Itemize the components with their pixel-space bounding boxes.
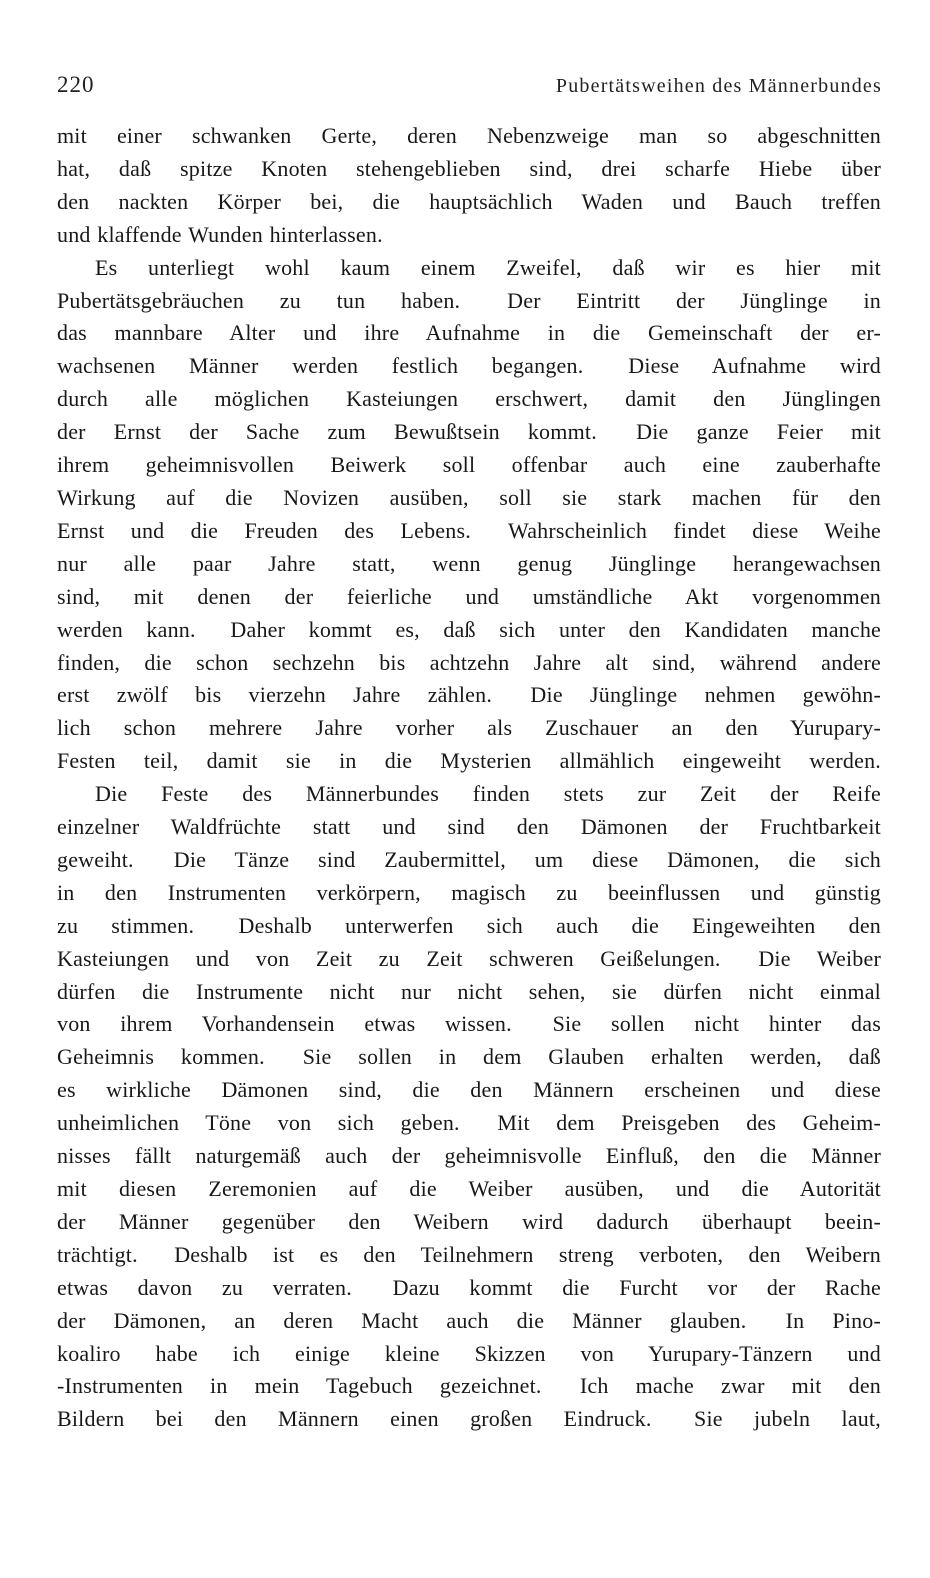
text-line: -Instrumenten in mein Tagebuch gezeichnet. Ich mache zwar mit den <box>57 1373 881 1399</box>
text-line: Wirkung auf die Novizen ausüben, soll sie stark machen für den <box>57 484 881 510</box>
text-line: und klaffende Wunden hinterlassen. <box>57 221 383 247</box>
text-line: werden kann. Daher kommt es, daß sich unter den Kandidaten manche <box>57 616 881 642</box>
text-line: Pubertätsgebräuchen zu tun haben. Der Eintritt der Jünglinge in <box>57 287 881 313</box>
running-head <box>57 73 882 96</box>
text-line: Festen teil, damit sie in die Mysterien allmählich eingeweiht werden. <box>57 748 881 774</box>
text-line: der Männer gegenüber den Weibern wird dadurch überhaupt beein- <box>57 1208 881 1234</box>
text-line: zu stimmen. Deshalb unterwerfen sich auch die Eingeweihten den <box>57 912 881 938</box>
paragraph <box>57 778 881 1436</box>
text-line: finden, die schon sechzehn bis achtzehn Jahre alt sind, während andere <box>57 649 881 675</box>
text-line: den nackten Körper bei, die hauptsächlich Waden und Bauch treffen <box>57 188 881 214</box>
page-number: 220 <box>57 72 95 97</box>
text-line: Kasteiungen und von Zeit zu Zeit schweren Geißelungen. Die Weiber <box>57 945 881 971</box>
text-line: einzelner Waldfrüchte statt und sind den Dämonen der Fruchtbarkeit <box>57 814 881 840</box>
text-line: der Dämonen, an deren Macht auch die Männer glauben. In Pino- <box>57 1307 881 1333</box>
text-line: in den Instrumenten verkörpern, magisch zu beeinflussen und günstig <box>57 879 881 905</box>
text-line: mit einer schwanken Gerte, deren Nebenzweige man so abgeschnitten <box>57 123 881 148</box>
text-line: dürfen die Instrumente nicht nur nicht sehen, sie dürfen nicht einmal <box>57 978 881 1004</box>
text-line: nisses fällt naturgemäß auch der geheimnisvolle Einfluß, den die Männer <box>57 1143 881 1169</box>
text-line: der Ernst der Sache zum Bewußtsein kommt. Die ganze Feier mit <box>57 419 881 445</box>
text-line: Die Feste des Männerbundes finden stets zur Zeit der Reife <box>95 781 881 807</box>
text-line: lich schon mehrere Jahre vorher als Zuschauer an den Yurupary- <box>57 715 881 741</box>
text-line: es wirkliche Dämonen sind, die den Männern erscheinen und diese <box>57 1077 881 1103</box>
text-block <box>57 120 881 1436</box>
text-line: wachsenen Männer werden festlich begangen. Diese Aufnahme wird <box>57 353 881 379</box>
text-line: von ihrem Vorhandensein etwas wissen. Sie sollen nicht hinter das <box>57 1011 881 1037</box>
text-line: Bildern bei den Männern einen großen Eindruck. Sie jubeln laut, <box>57 1406 881 1432</box>
text-line: hat, daß spitze Knoten stehengeblieben sind, drei scharfe Hiebe über <box>57 155 881 181</box>
text-line: mit diesen Zeremonien auf die Weiber ausüben, und die Autorität <box>57 1176 881 1201</box>
text-line: Es unterliegt wohl kaum einem Zweifel, daß wir es hier mit <box>95 254 881 280</box>
text-line: ihrem geheimnisvollen Beiwerk soll offenbar auch eine zauberhafte <box>57 452 881 478</box>
text-line: etwas davon zu verraten. Dazu kommt die Furcht vor der Rache <box>57 1274 881 1300</box>
text-line: durch alle möglichen Kasteiungen erschwert, damit den Jünglingen <box>57 386 881 412</box>
paragraph <box>57 120 881 252</box>
paragraph <box>57 252 881 779</box>
running-title: Pubertätsweihen des Männerbundes <box>555 75 882 97</box>
text-line: koaliro habe ich einige kleine Skizzen von Yurupary-Tänzern und <box>57 1340 881 1366</box>
text-line: Geheimnis kommen. Sie sollen in dem Glauben erhalten werden, daß <box>57 1044 881 1070</box>
text-line: Ernst und die Freuden des Lebens. Wahrscheinlich findet diese Weihe <box>57 517 881 543</box>
text-line: trächtigt. Deshalb ist es den Teilnehmern streng verboten, den Weibern <box>57 1241 881 1267</box>
text-line: nur alle paar Jahre statt, wenn genug Jünglinge herangewachsen <box>57 550 881 576</box>
text-line: erst zwölf bis vierzehn Jahre zählen. Die Jünglinge nehmen gewöhn- <box>57 682 881 708</box>
text-line: das mannbare Alter und ihre Aufnahme in die Gemeinschaft der er- <box>57 320 881 346</box>
text-line: unheimlichen Töne von sich geben. Mit dem Preisgeben des Geheim- <box>57 1110 881 1136</box>
text-line: sind, mit denen der feierliche und umständliche Akt vorgenommen <box>57 583 881 609</box>
text-line: geweiht. Die Tänze sind Zaubermittel, um diese Dämonen, die sich <box>57 846 881 872</box>
